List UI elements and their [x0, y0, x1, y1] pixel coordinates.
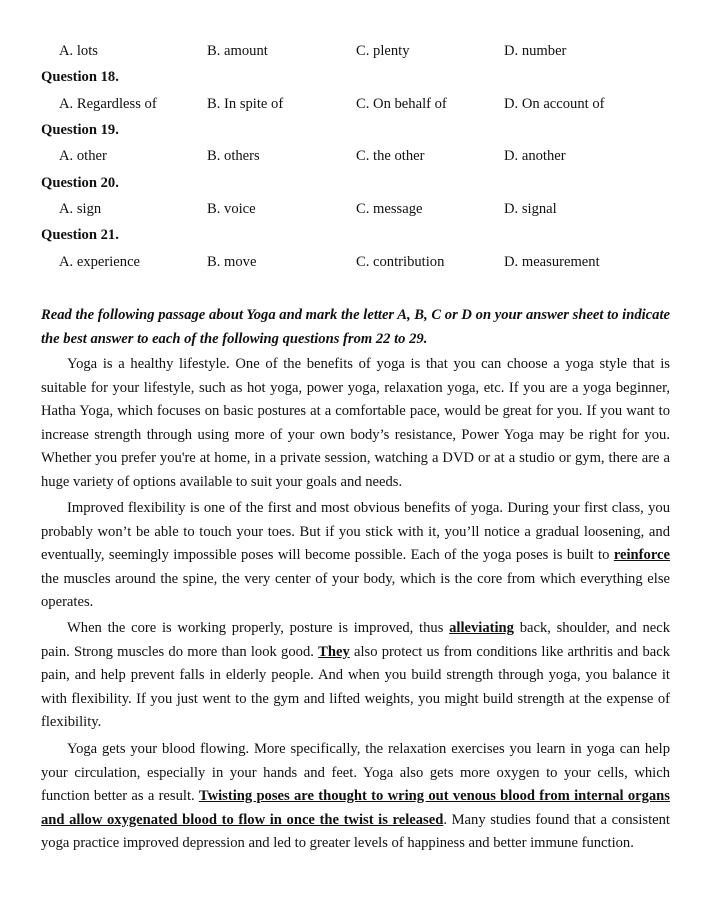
- paragraph-text: Improved flexibility is one of the first and most obvious benefits of yoga. During your first class, you probably won’t be able to touch your toes. But if you stick with it, you’ll notice a gradual loosening, and eventually, seemingly impossible poses will become possible. Each of the yoga poses is built to: [41, 500, 670, 563]
- option-d: D. another: [504, 148, 566, 164]
- option-c: C. the other: [356, 148, 425, 164]
- underlined-word-reinforce: reinforce: [613, 547, 670, 563]
- option-b: B. amount: [207, 43, 268, 59]
- paragraph-text: . Many studies found that a consistent yoga practice improved depression and led to greater levels of happiness and better immune function.: [41, 811, 670, 851]
- question-21-options: [0, 251, 714, 273]
- option-d: D. signal: [504, 201, 557, 217]
- option-a: A. experience: [59, 254, 141, 270]
- paragraph-text: back, shoulder, and neck pain. Strong muscles do more than look good.: [41, 620, 671, 660]
- option-a: A. sign: [59, 201, 102, 217]
- paragraph-text: the muscles around the spine, the very center of your body, which is the core from which everything else operates.: [41, 570, 670, 610]
- option-b: B. move: [207, 254, 257, 270]
- option-c: C. message: [356, 201, 423, 217]
- paragraph-text: When the core is working properly, posture is improved, thus: [67, 620, 450, 636]
- option-c: C. contribution: [356, 254, 445, 270]
- paragraph-text: Yoga gets your blood flowing. More specifically, the relaxation exercises you learn in yoga can help your circulation, especially in your hands and feet. Yoga also gets more oxygen to your cells, which function better as a result.: [41, 741, 670, 804]
- passage-paragraph-3: [41, 617, 670, 735]
- question-19-options: [0, 145, 714, 167]
- option-b: B. In spite of: [207, 96, 284, 112]
- option-c: C. plenty: [356, 43, 410, 59]
- question-19-title: Question 19.: [41, 122, 119, 138]
- paragraph-text: also protect us from conditions like arthritis and back pain, and help prevent falls in elderly people. And when you build strength through yoga, you balance it with flexibility. If you just went to the gym and lifted weights, you might build strength at the expense of flexibility.: [41, 643, 671, 730]
- reading-instructions: Read the following passage about Yoga and mark the letter A, B, C or D on your answer sheet to indicate the best answer to each of the following questions from 22 to 29.: [41, 307, 670, 347]
- passage-paragraph-1: Yoga is a healthy lifestyle. One of the benefits of yoga is that you can choose a yoga style that is suitable for your lifestyle, such as hot yoga, power yoga, relaxation yoga, etc. If you are a yoga beginner, Hatha Yoga, which focuses on basic postures at a comfortable pace, would be great for you. If you want to increase strength through using more of your own body’s resistance, Power Yoga may be right for you. Whether you prefer you're at home, in a private session, watching a DVD or at a studio or gym, there are a huge variety of options available to suit your goals and needs.: [41, 356, 670, 490]
- option-b: B. others: [207, 148, 260, 164]
- option-c: C. On behalf of: [356, 96, 447, 112]
- question-21-title: Question 21.: [41, 227, 119, 243]
- passage-paragraph-4: [41, 738, 670, 856]
- question-20-title: Question 20.: [41, 175, 119, 191]
- passage-paragraph-2: [41, 497, 670, 615]
- option-a: A. Regardless of: [59, 96, 157, 112]
- underlined-word-alleviating: alleviating: [449, 620, 514, 636]
- question-20-options: [0, 198, 714, 220]
- option-d: D. On account of: [504, 96, 605, 112]
- underlined-word-they: They: [318, 643, 350, 660]
- question-18-options: [0, 93, 714, 115]
- option-a: A. other: [59, 148, 107, 164]
- question-17-options: [0, 40, 714, 62]
- underlined-sentence-twisting-poses: Twisting poses are thought to wring out venous blood from internal organs and allow oxygenated blood to flow in once the twist is released: [41, 788, 670, 828]
- option-d: D. number: [504, 43, 567, 59]
- option-b: B. voice: [207, 201, 256, 217]
- question-18-title: Question 18.: [41, 69, 119, 85]
- option-a: A. lots: [59, 43, 98, 59]
- option-d: D. measurement: [504, 254, 600, 270]
